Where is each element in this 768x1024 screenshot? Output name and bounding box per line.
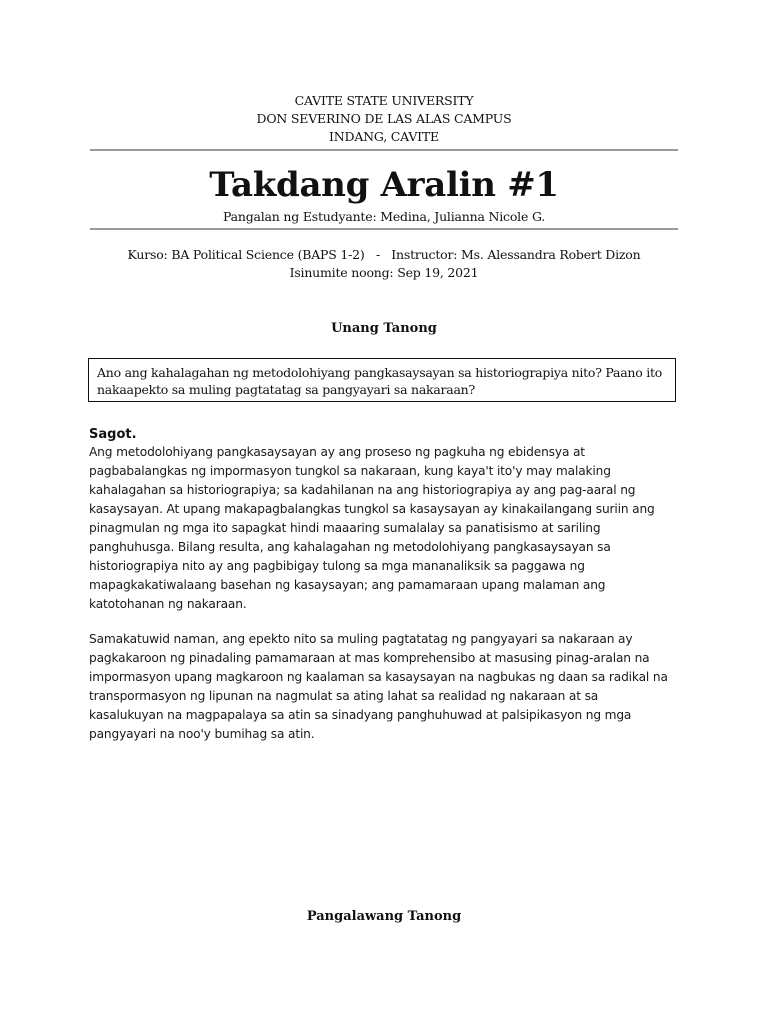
instructor-label: Instructor: Ms. Alessandra Robert Dizon (391, 247, 641, 262)
campus-name: DON SEVERINO DE LAS ALAS CAMPUS (256, 111, 512, 126)
paragraph-line: impormasyon upang magkaroon ng kaalaman sa kasaysayan na nagbukas ng daan sa radikal na (89, 670, 668, 684)
paragraph-line: pinagmulan ng mga ito sapagkat hindi maaaring sumalalay sa panatisismo at sariling (89, 521, 601, 535)
question-1-heading: Unang Tanong (331, 321, 437, 336)
question-2-heading: Pangalawang Tanong (306, 909, 462, 924)
paragraph-line: transpormasyon ng lipunan na nagmulat sa ating lahat sa realidad ng nakaraan at sa (89, 689, 599, 703)
university-name: CAVITE STATE UNIVERSITY (294, 93, 474, 108)
paragraph-line: kasaysayan. At upang makapagbalangkas tungkol sa kasaysayan ay kinakailangang suriin ang (89, 502, 655, 516)
answer-paragraph-2 (89, 630, 689, 744)
answer-paragraph-1 (89, 443, 689, 614)
university-header (90, 92, 678, 146)
course-info (90, 246, 678, 282)
paragraph-line: historiograpiya nito ay ang pagbibigay tulong sa mga mananaliksik sa paggawa ng (89, 559, 585, 573)
course-label: Kurso: BA Political Science (BAPS 1-2) (127, 247, 365, 262)
paragraph-line: pagkakaroon ng pinadaling pamamaraan at mas komprehensibo at masusing pinag-aralan na (89, 651, 650, 665)
paragraph-line: katotohanan ng nakaraan. (89, 597, 247, 611)
paragraph-line: kahalagahan sa historiograpiya; sa kadahilanan na ang historiograpiya ay ang pag-aaral ng (89, 483, 636, 497)
submission-date: Isinumite noong: Sep 19, 2021 (289, 265, 479, 280)
paragraph-line: Ang metodolohiyang pangkasaysayan ay ang proseso ng pagkuha ng ebidensya at (89, 445, 585, 459)
student-name: Pangalan ng Estudyante: Medina, Julianna Nicole G. (222, 209, 546, 224)
header-divider (90, 149, 678, 151)
paragraph-line: kasalukuyan na magpapalaya sa atin sa sinadyang panghuhuwad at palsipikasyon ng mga (89, 708, 632, 722)
document-title: Takdang Aralin #1 (209, 165, 559, 205)
course-instructor-line (90, 246, 678, 264)
paragraph-line: mapagkakatiwalaang basehan ng kasaysayan; ang pamamaraan upang malaman ang (89, 578, 606, 592)
answer-label: Sagot. (89, 427, 137, 442)
campus-location: INDANG, CAVITE (329, 129, 439, 144)
paragraph-line: panghuhusga. Bilang resulta, ang kahalagahan ng metodolohiyang pangkasaysayan sa (89, 540, 611, 554)
title-divider (90, 228, 678, 230)
paragraph-line: pagbabalangkas ng impormasyon tungkol sa nakaraan, kung kaya't ito'y may malaking (89, 464, 611, 478)
paragraph-line: Samakatuwid naman, ang epekto nito sa muling pagtatatag ng pangyayari sa nakaraan ay (89, 632, 633, 646)
question-1-box: Ano ang kahalagahan ng metodolohiyang pangkasaysayan sa historiograpiya nito? Paano ito nakaapekto sa muling pagtatatag sa pangyayari sa nakaraan? (88, 358, 676, 402)
paragraph-line: pangyayari na noo'y bumihag sa atin. (89, 727, 315, 741)
meta-separator: - (364, 247, 392, 262)
